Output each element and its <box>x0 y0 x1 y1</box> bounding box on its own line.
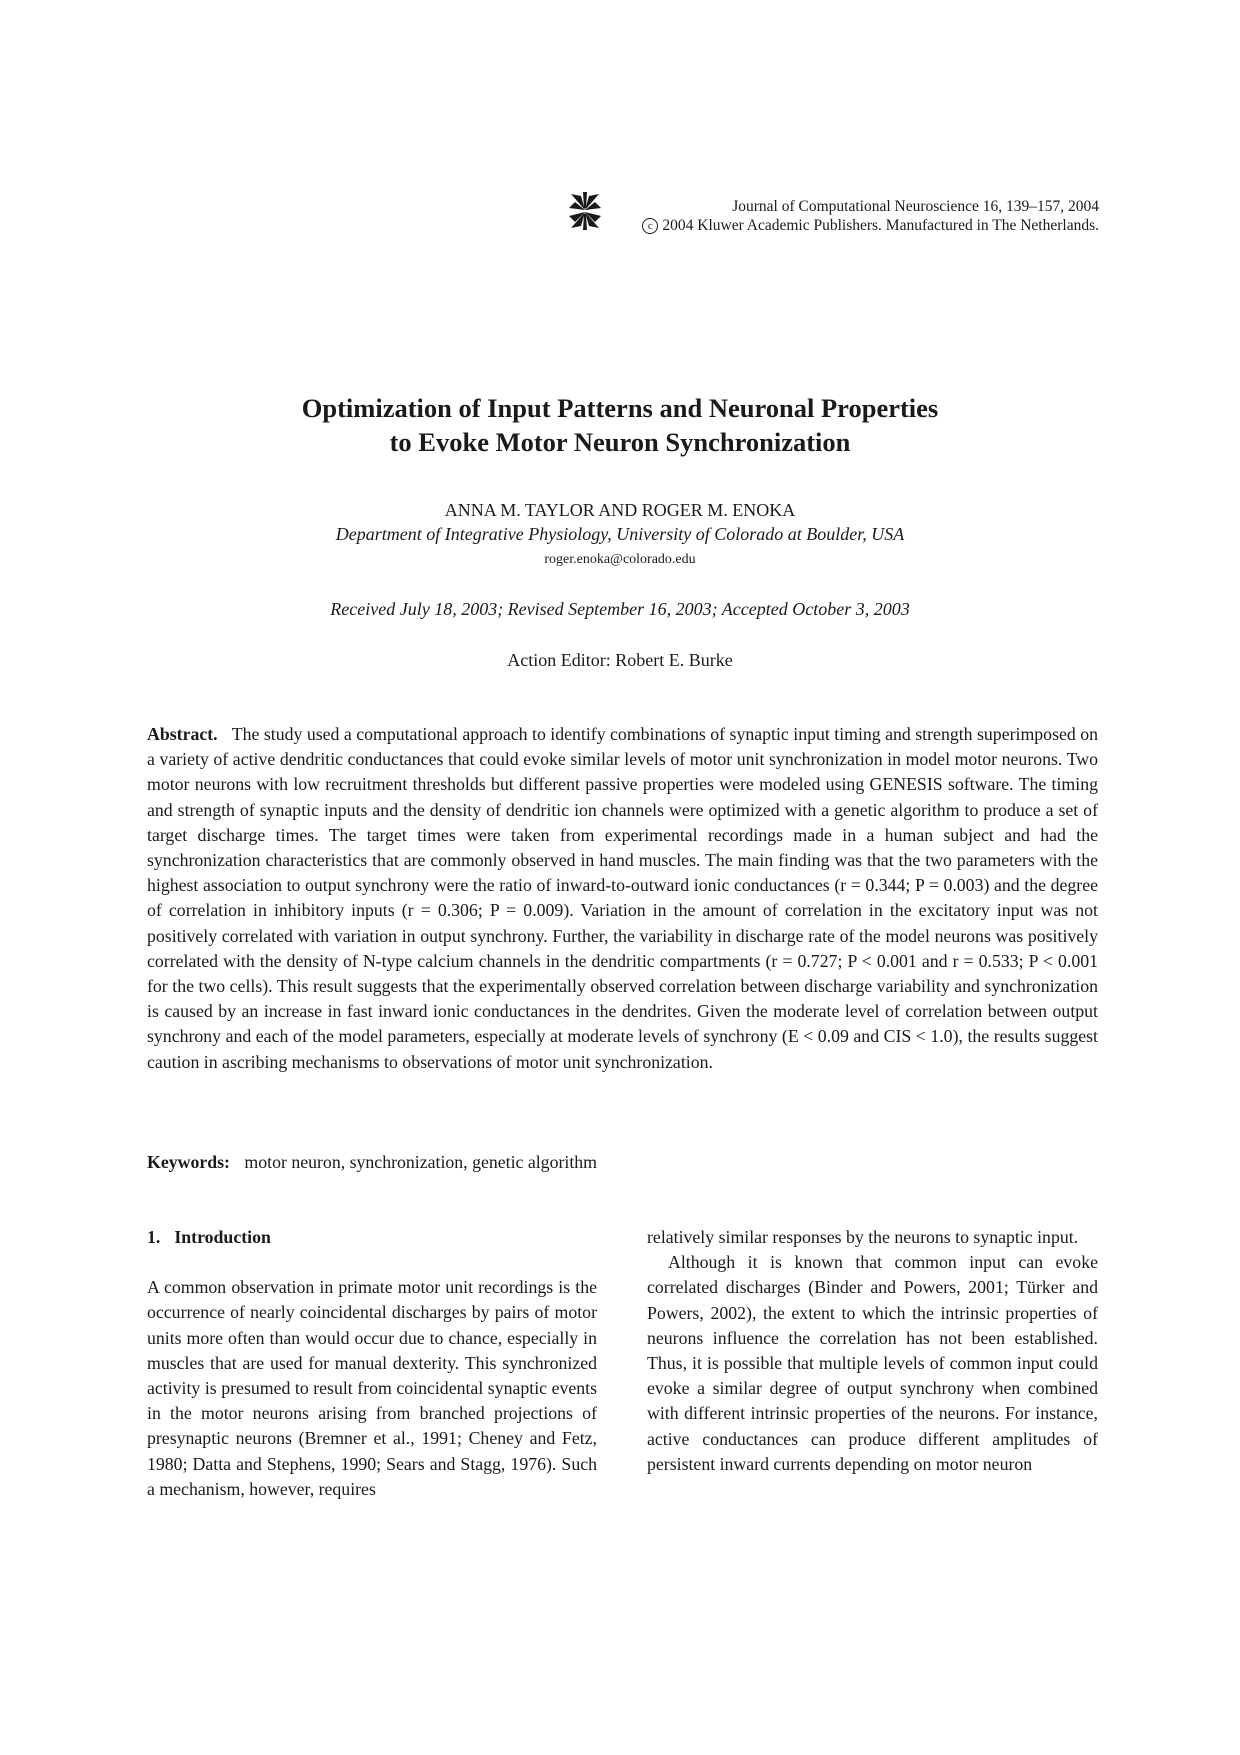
section-title: Introduction <box>174 1227 271 1247</box>
paragraph: Although it is known that common input can evoke correlated discharges (Binder and Powers, 2001; Türker and Powers, 2002), the extent to which the intrinsic properties of neurons influence the correlation has not been established. Thus, it is possible that multiple levels of common input could evoke a similar degree of output synchrony when combined with different intrinsic properties of the neurons. For instance, active conductances can produce different amplitudes of persistent inward currents depending on motor neuron <box>647 1252 1098 1474</box>
paragraph-continuation: relatively similar responses by the neurons to synaptic input. <box>647 1227 1079 1247</box>
author-email: roger.enoka@colorado.edu <box>544 552 696 567</box>
copyright-icon: c <box>642 218 658 234</box>
keywords-text: motor neuron, synchronization, genetic algorithm <box>244 1152 597 1172</box>
abstract-label: Abstract. <box>147 724 218 744</box>
keywords-label: Keywords: <box>147 1152 230 1172</box>
submission-dates: Received July 18, 2003; Revised September 16, 2003; Accepted October 3, 2003 <box>330 599 910 619</box>
publisher-logo-icon <box>567 190 603 232</box>
body-column-left <box>147 1225 597 1502</box>
copyright-line <box>642 216 1099 235</box>
paper-title-line-1: Optimization of Input Patterns and Neuronal Properties <box>301 393 939 423</box>
paragraph: A common observation in primate motor unit recordings is the occurrence of nearly coincidental discharges by pairs of motor units more often than would occur due to chance, especially in muscles that are used for manual dexterity. This synchronized activity is presumed to result from coincidental synaptic events in the motor neurons arising from branched projections of presynaptic neurons (Bremner et al., 1991; Cheney and Fetz, 1980; Datta and Stephens, 1990; Sears and Stagg, 1976). Such a mechanism, however, requires <box>147 1277 597 1499</box>
copyright-text: 2004 Kluwer Academic Publishers. Manufactured in The Netherlands. <box>662 217 1099 234</box>
abstract <box>147 722 1098 1075</box>
action-editor: Action Editor: Robert E. Burke <box>507 650 733 670</box>
paper-authors: ANNA M. TAYLOR AND ROGER M. ENOKA <box>444 500 796 520</box>
paper-title-line-2: to Evoke Motor Neuron Synchronization <box>389 427 851 457</box>
author-affiliation: Department of Integrative Physiology, University of Colorado at Boulder, USA <box>335 524 905 544</box>
abstract-text: The study used a computational approach to identify combinations of synaptic input timing and strength superimposed on a variety of active dendritic conductances that could evoke similar levels of motor unit synchronization in model motor neurons. Two motor neurons with low recruitment thresholds but different passive properties were modeled using GENESIS software. The timing and strength of synaptic inputs and the density of dendritic ion channels were optimized with a genetic algorithm to produce a set of target discharge times. The target times were taken from experimental recordings made in a human subject and had the synchronization characteristics that are commonly observed in hand muscles. The main finding was that the two parameters with the highest association to output synchrony were the ratio of inward-to-outward ionic conductances (r = 0.344; P = 0.003) and the degree of correlation in inhibitory inputs (r = 0.306; P = 0.009). Variation in the amount of correlation in the excitatory input was not positively correlated with variation in output synchrony. Further, the variability in discharge rate of the model neurons was positively correlated with the density of N-type calcium channels in the dendritic compartments (r = 0.727; P < 0.001 and r = 0.533; P < 0.001 for the two cells). This result suggests that the experimentally observed correlation between discharge variability and synchronization is caused by an increase in fast inward ionic conductances in the dendrites. Given the moderate level of correlation between output synchrony and each of the model parameters, especially at moderate levels of synchrony (E < 0.09 and CIS < 1.0), the results suggest caution in ascribing mechanisms to observations of motor unit synchronization. <box>147 724 1099 1072</box>
keywords <box>147 1150 1098 1175</box>
journal-header <box>642 197 1099 235</box>
section-heading <box>147 1225 597 1250</box>
journal-citation: Journal of Computational Neuroscience 16, 139–157, 2004 <box>732 198 1099 215</box>
paper-title <box>0 391 1240 459</box>
body-column-right <box>647 1225 1098 1477</box>
section-number: 1. <box>147 1227 161 1247</box>
